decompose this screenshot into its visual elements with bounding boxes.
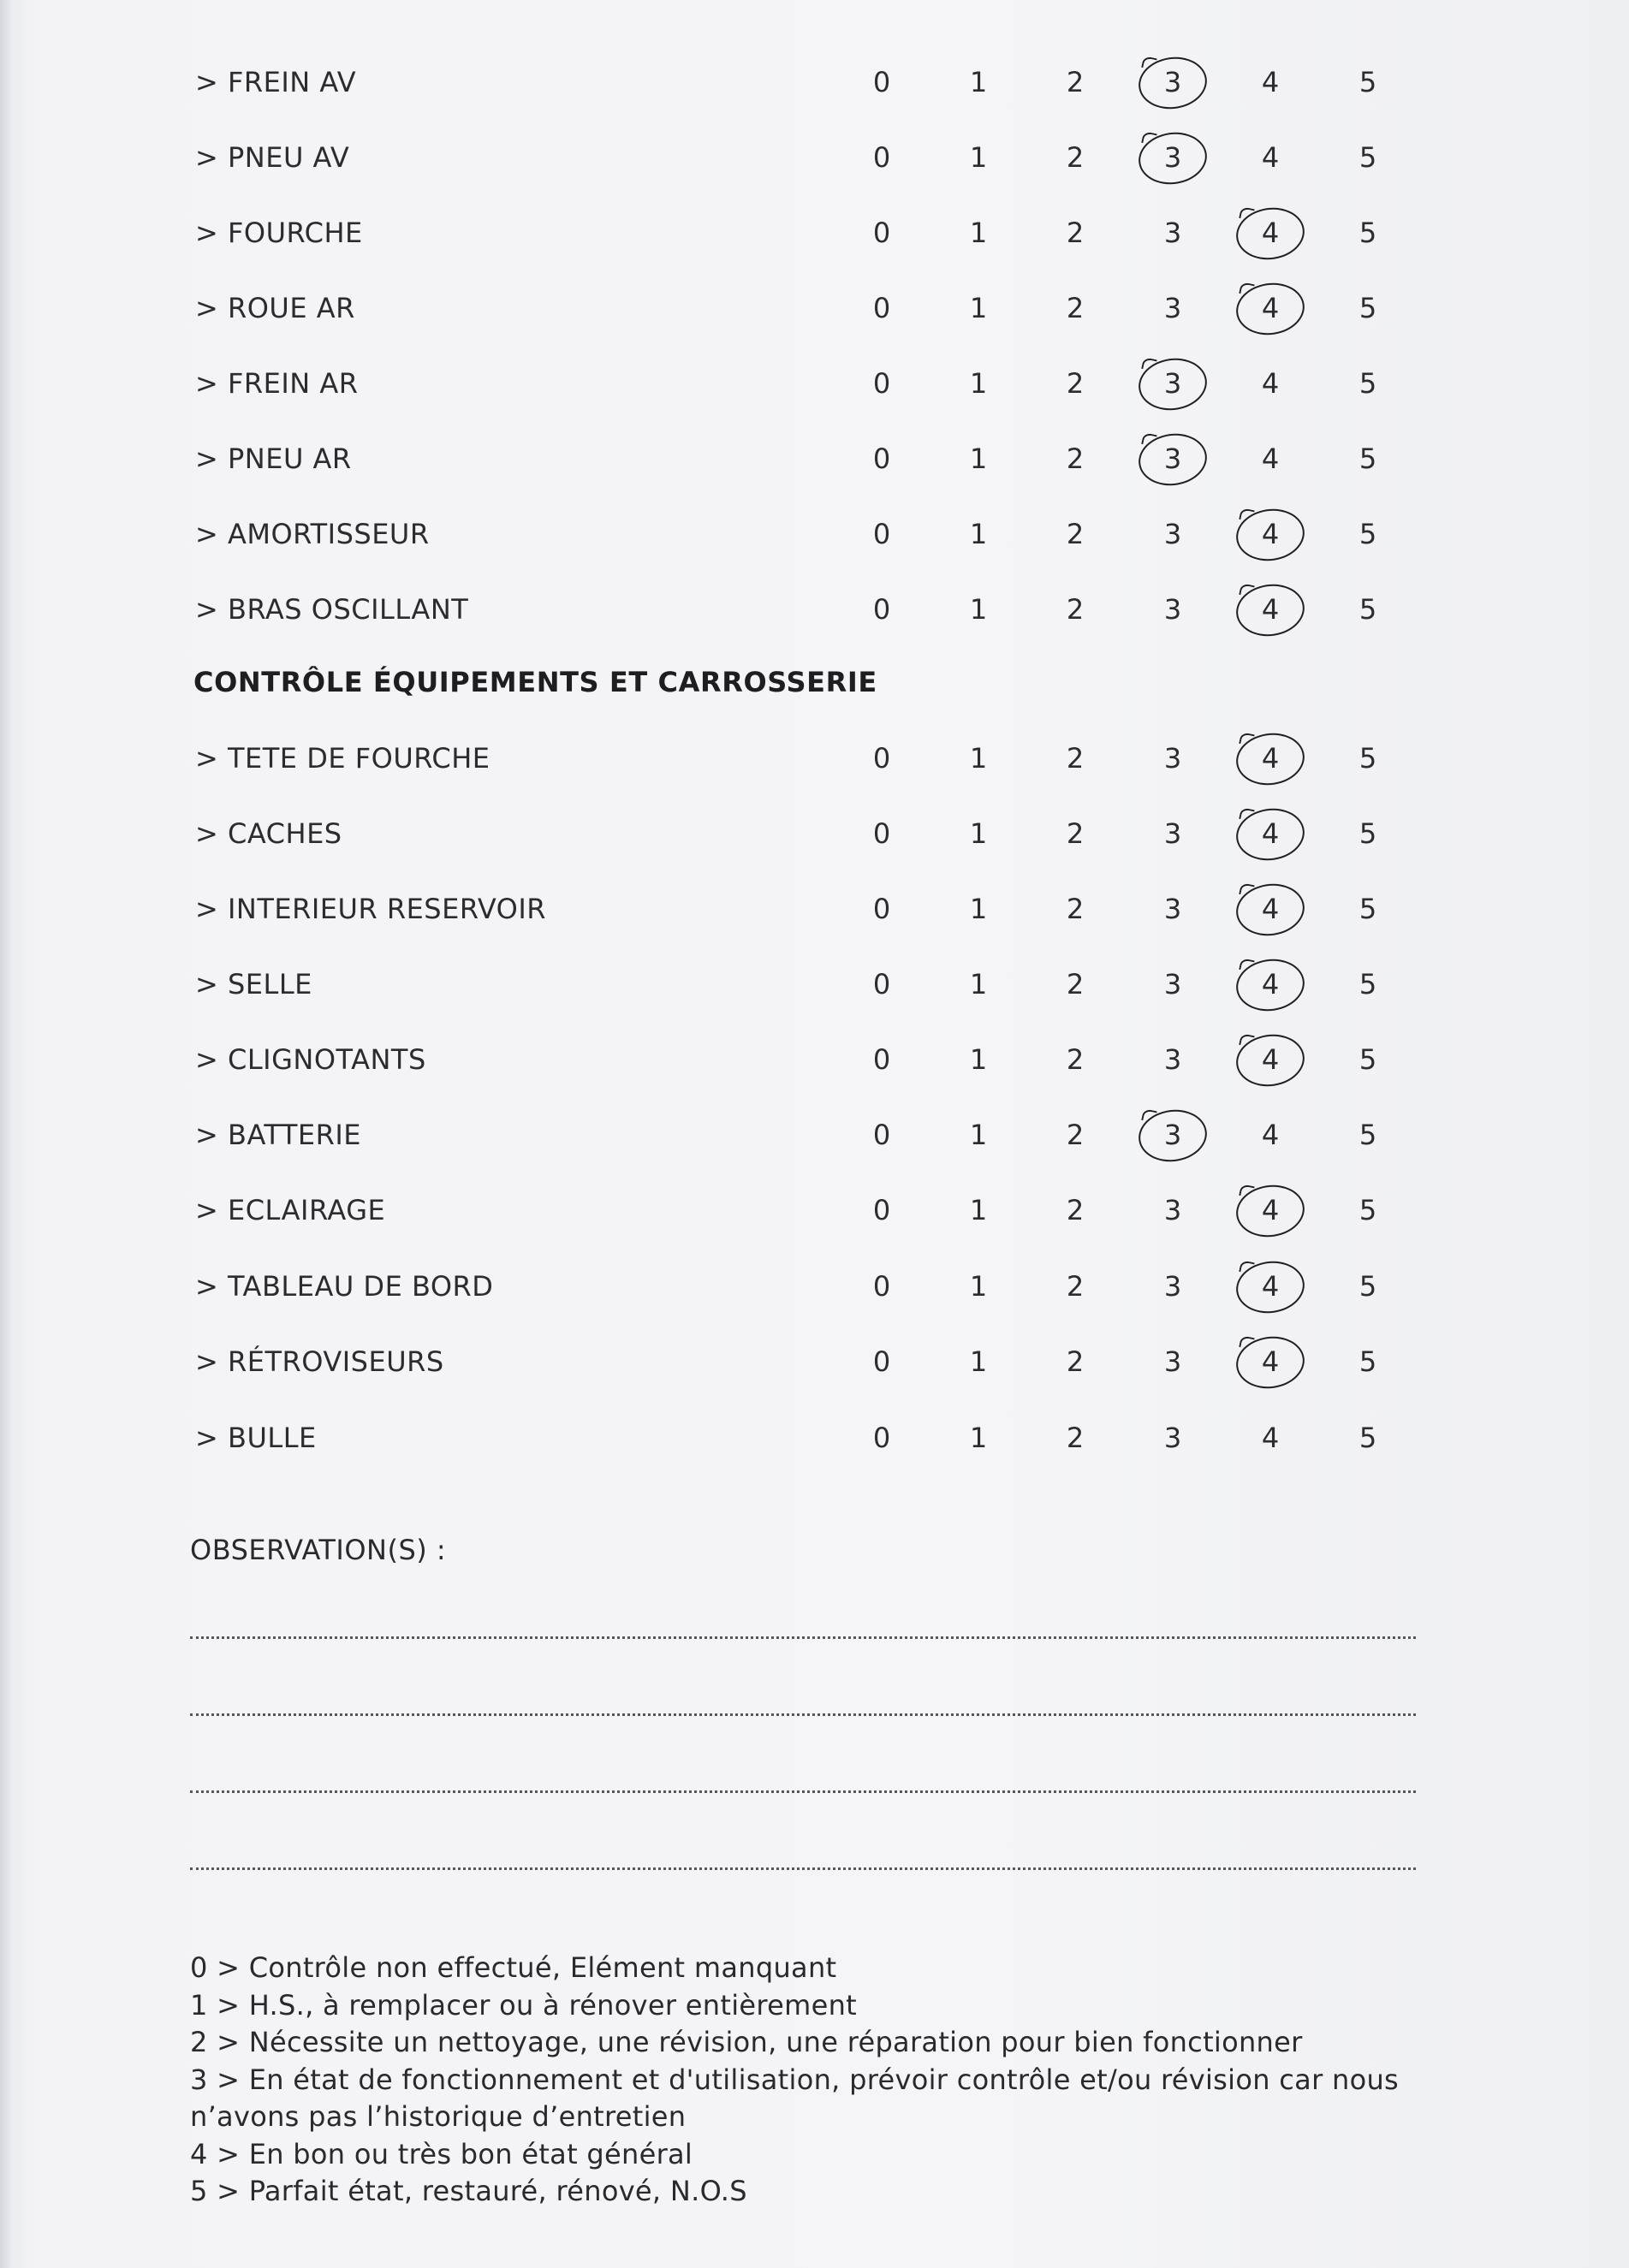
score-3[interactable]: 3 [1163, 817, 1182, 850]
row-label: > FOURCHE [195, 217, 363, 249]
legend-line: 0 > Contrôle non effectué, Elément manquant [190, 1951, 837, 1984]
score-2[interactable]: 2 [1066, 1345, 1085, 1378]
row-label: > PNEU AR [195, 442, 352, 475]
score-5[interactable]: 5 [1358, 1119, 1377, 1151]
score-5[interactable]: 5 [1358, 367, 1377, 400]
score-2[interactable]: 2 [1066, 442, 1085, 475]
score-4[interactable]: 4 [1236, 572, 1305, 647]
score-1[interactable]: 1 [969, 367, 988, 400]
score-1[interactable]: 1 [969, 1270, 988, 1303]
checklist-row [0, 270, 1629, 346]
score-4[interactable]: 4 [1261, 367, 1280, 400]
score-3[interactable]: 3 [1163, 593, 1182, 626]
selected-circle-mark [1135, 53, 1210, 114]
selected-circle-mark [1233, 505, 1308, 566]
score-0[interactable]: 0 [872, 1422, 891, 1454]
score-2[interactable]: 2 [1066, 367, 1085, 400]
score-4[interactable]: 4 [1261, 66, 1280, 98]
score-5[interactable]: 5 [1358, 742, 1377, 775]
score-5[interactable]: 5 [1358, 292, 1377, 324]
legend-line: n’avons pas l’historique d’entretien [190, 2100, 687, 2133]
score-0[interactable]: 0 [872, 817, 891, 850]
score-3[interactable]: 3 [1163, 1345, 1182, 1378]
checklist-row [0, 496, 1629, 572]
score-1[interactable]: 1 [969, 141, 988, 174]
score-2[interactable]: 2 [1066, 1119, 1085, 1151]
row-label: > SELLE [195, 968, 312, 1000]
score-2[interactable]: 2 [1066, 817, 1085, 850]
checklist-row [0, 572, 1629, 647]
score-3[interactable]: 3 [1139, 421, 1207, 496]
selected-circle-mark [1233, 580, 1308, 641]
score-4[interactable]: 4 [1236, 496, 1305, 572]
score-4[interactable]: 4 [1261, 442, 1280, 475]
score-scale [0, 1324, 1629, 1399]
row-label: > RÉTROVISEURS [195, 1345, 444, 1378]
score-3[interactable]: 3 [1163, 518, 1182, 550]
selected-circle-mark [1233, 1333, 1308, 1393]
selected-circle-mark [1233, 880, 1308, 941]
legend-line: 4 > En bon ou très bon état général [190, 2137, 693, 2170]
row-label: > ROUE AR [195, 292, 355, 324]
score-0[interactable]: 0 [872, 968, 891, 1000]
score-1[interactable]: 1 [969, 817, 988, 850]
score-4[interactable]: 4 [1236, 1022, 1305, 1097]
score-2[interactable]: 2 [1066, 66, 1085, 98]
score-1[interactable]: 1 [969, 742, 988, 775]
score-3[interactable]: 3 [1163, 742, 1182, 775]
score-5[interactable]: 5 [1358, 217, 1377, 249]
score-4[interactable]: 4 [1236, 1173, 1305, 1248]
score-2[interactable]: 2 [1066, 518, 1085, 550]
score-2[interactable]: 2 [1066, 1194, 1085, 1226]
score-2[interactable]: 2 [1066, 292, 1085, 324]
checklist-row [0, 721, 1629, 796]
score-5[interactable]: 5 [1358, 1422, 1377, 1454]
score-2[interactable]: 2 [1066, 141, 1085, 174]
score-0[interactable]: 0 [872, 742, 891, 775]
score-5[interactable]: 5 [1358, 442, 1377, 475]
rating-legend [190, 1950, 1431, 2211]
score-1[interactable]: 1 [969, 66, 988, 98]
score-5[interactable]: 5 [1358, 1043, 1377, 1076]
legend-line: 1 > H.S., à remplacer ou à rénover entièrement [190, 1988, 858, 2022]
observation-line[interactable] [190, 1636, 1416, 1639]
checklist-row [0, 871, 1629, 947]
score-3[interactable]: 3 [1163, 292, 1182, 324]
row-label: > FREIN AR [195, 367, 359, 400]
checklist-row [0, 1022, 1629, 1097]
score-0[interactable]: 0 [872, 1270, 891, 1303]
score-0[interactable]: 0 [872, 141, 891, 174]
checklist-row [0, 346, 1629, 421]
score-scale [0, 721, 1629, 796]
score-4[interactable]: 4 [1236, 796, 1305, 871]
score-scale [0, 1173, 1629, 1248]
score-0[interactable]: 0 [872, 66, 891, 98]
checklist-row [0, 45, 1629, 120]
score-scale [0, 1097, 1629, 1173]
checklist-row [0, 1249, 1629, 1324]
score-scale [0, 572, 1629, 647]
selected-circle-mark [1135, 1106, 1210, 1167]
score-scale [0, 45, 1629, 120]
score-0[interactable]: 0 [872, 1043, 891, 1076]
score-1[interactable]: 1 [969, 1345, 988, 1378]
row-label: > TETE DE FOURCHE [195, 742, 490, 775]
score-5[interactable]: 5 [1358, 893, 1377, 925]
selected-circle-mark [1233, 804, 1308, 865]
score-1[interactable]: 1 [969, 292, 988, 324]
checklist-row [0, 1097, 1629, 1173]
checklist-row [0, 796, 1629, 871]
legend-line: 2 > Nécessite un nettoyage, une révision, une réparation pour bien fonctionner [190, 2026, 1303, 2058]
score-scale [0, 421, 1629, 496]
score-1[interactable]: 1 [969, 893, 988, 925]
score-scale [0, 120, 1629, 195]
score-4[interactable]: 4 [1236, 270, 1305, 346]
score-3[interactable]: 3 [1163, 217, 1182, 249]
row-label: > ECLAIRAGE [195, 1194, 386, 1226]
selected-circle-mark [1233, 1030, 1308, 1091]
row-label: > BULLE [195, 1422, 317, 1454]
selected-circle-mark [1233, 1181, 1308, 1242]
selected-circle-mark [1233, 955, 1308, 1016]
selected-circle-mark [1233, 204, 1308, 264]
score-5[interactable]: 5 [1358, 141, 1377, 174]
row-label: > INTERIEUR RESERVOIR [195, 893, 546, 925]
score-2[interactable]: 2 [1066, 893, 1085, 925]
selected-circle-mark [1233, 279, 1308, 340]
score-scale [0, 947, 1629, 1022]
legend-line: 5 > Parfait état, restauré, rénové, N.O.S [190, 2175, 747, 2207]
score-4[interactable]: 4 [1236, 1324, 1305, 1399]
checklist-row [0, 120, 1629, 195]
score-4[interactable]: 4 [1261, 1119, 1280, 1151]
observation-line[interactable] [190, 1867, 1416, 1870]
score-0[interactable]: 0 [872, 593, 891, 626]
legend-line: 3 > En état de fonctionnement et d'utilisation, prévoir contrôle et/ou révision car nous [190, 2063, 1400, 2096]
score-3[interactable]: 3 [1139, 120, 1207, 195]
row-label: > CLIGNOTANTS [195, 1043, 426, 1076]
row-label: > AMORTISSEUR [195, 518, 430, 550]
score-scale [0, 796, 1629, 871]
score-2[interactable]: 2 [1066, 1422, 1085, 1454]
score-scale [0, 1022, 1629, 1097]
score-4[interactable]: 4 [1236, 947, 1305, 1022]
score-1[interactable]: 1 [969, 1422, 988, 1454]
row-label: > FREIN AV [195, 66, 357, 98]
score-2[interactable]: 2 [1066, 217, 1085, 249]
score-2[interactable]: 2 [1066, 593, 1085, 626]
score-2[interactable]: 2 [1066, 968, 1085, 1000]
score-4[interactable]: 4 [1236, 721, 1305, 796]
selected-circle-mark [1135, 354, 1210, 415]
checklist-row [0, 1173, 1629, 1248]
score-0[interactable]: 0 [872, 217, 891, 249]
score-0[interactable]: 0 [872, 367, 891, 400]
score-0[interactable]: 0 [872, 893, 891, 925]
score-0[interactable]: 0 [872, 1345, 891, 1378]
checklist-row [0, 947, 1629, 1022]
score-5[interactable]: 5 [1358, 968, 1377, 1000]
score-3[interactable]: 3 [1163, 1043, 1182, 1076]
score-1[interactable]: 1 [969, 1043, 988, 1076]
score-5[interactable]: 5 [1358, 593, 1377, 626]
row-label: > PNEU AV [195, 141, 350, 174]
score-1[interactable]: 1 [969, 1119, 988, 1151]
score-1[interactable]: 1 [969, 1194, 988, 1226]
observation-line[interactable] [190, 1713, 1416, 1716]
score-scale [0, 195, 1629, 270]
row-label: > BATTERIE [195, 1119, 361, 1151]
checklist-row [0, 1324, 1629, 1399]
score-5[interactable]: 5 [1358, 66, 1377, 98]
score-3[interactable]: 3 [1163, 968, 1182, 1000]
score-5[interactable]: 5 [1358, 817, 1377, 850]
score-scale [0, 346, 1629, 421]
score-1[interactable]: 1 [969, 442, 988, 475]
selected-circle-mark [1135, 430, 1210, 490]
row-label: > BRAS OSCILLANT [195, 593, 469, 626]
score-0[interactable]: 0 [872, 292, 891, 324]
score-0[interactable]: 0 [872, 442, 891, 475]
section-title: CONTRÔLE ÉQUIPEMENTS ET CARROSSERIE [193, 666, 877, 698]
score-4[interactable]: 4 [1236, 1249, 1305, 1324]
score-scale [0, 1400, 1629, 1475]
score-4[interactable]: 4 [1261, 141, 1280, 174]
score-1[interactable]: 1 [969, 518, 988, 550]
score-4[interactable]: 4 [1236, 195, 1305, 270]
observation-line[interactable] [190, 1790, 1416, 1793]
score-3[interactable]: 3 [1139, 1097, 1207, 1173]
score-scale [0, 1249, 1629, 1324]
score-scale [0, 270, 1629, 346]
score-3[interactable]: 3 [1139, 346, 1207, 421]
score-4[interactable]: 4 [1261, 1422, 1280, 1454]
score-4[interactable]: 4 [1236, 871, 1305, 947]
score-2[interactable]: 2 [1066, 742, 1085, 775]
checklist-row [0, 195, 1629, 270]
checklist-row [0, 421, 1629, 496]
score-2[interactable]: 2 [1066, 1270, 1085, 1303]
score-3[interactable]: 3 [1163, 1270, 1182, 1303]
score-3[interactable]: 3 [1139, 45, 1207, 120]
selected-circle-mark [1233, 1257, 1308, 1318]
score-3[interactable]: 3 [1163, 893, 1182, 925]
observations-label: OBSERVATION(S) : [190, 1534, 447, 1566]
score-scale [0, 496, 1629, 572]
score-0[interactable]: 0 [872, 1194, 891, 1226]
score-3[interactable]: 3 [1163, 1422, 1182, 1454]
row-label: > CACHES [195, 817, 342, 850]
checklist-row [0, 1400, 1629, 1475]
score-2[interactable]: 2 [1066, 1043, 1085, 1076]
score-1[interactable]: 1 [969, 968, 988, 1000]
score-0[interactable]: 0 [872, 518, 891, 550]
score-5[interactable]: 5 [1358, 518, 1377, 550]
score-3[interactable]: 3 [1163, 1194, 1182, 1226]
score-5[interactable]: 5 [1358, 1270, 1377, 1303]
score-0[interactable]: 0 [872, 1119, 891, 1151]
row-label: > TABLEAU DE BORD [195, 1270, 494, 1303]
score-1[interactable]: 1 [969, 593, 988, 626]
selected-circle-mark [1135, 128, 1210, 189]
score-5[interactable]: 5 [1358, 1345, 1377, 1378]
score-scale [0, 871, 1629, 947]
score-1[interactable]: 1 [969, 217, 988, 249]
selected-circle-mark [1233, 729, 1308, 790]
score-5[interactable]: 5 [1358, 1194, 1377, 1226]
